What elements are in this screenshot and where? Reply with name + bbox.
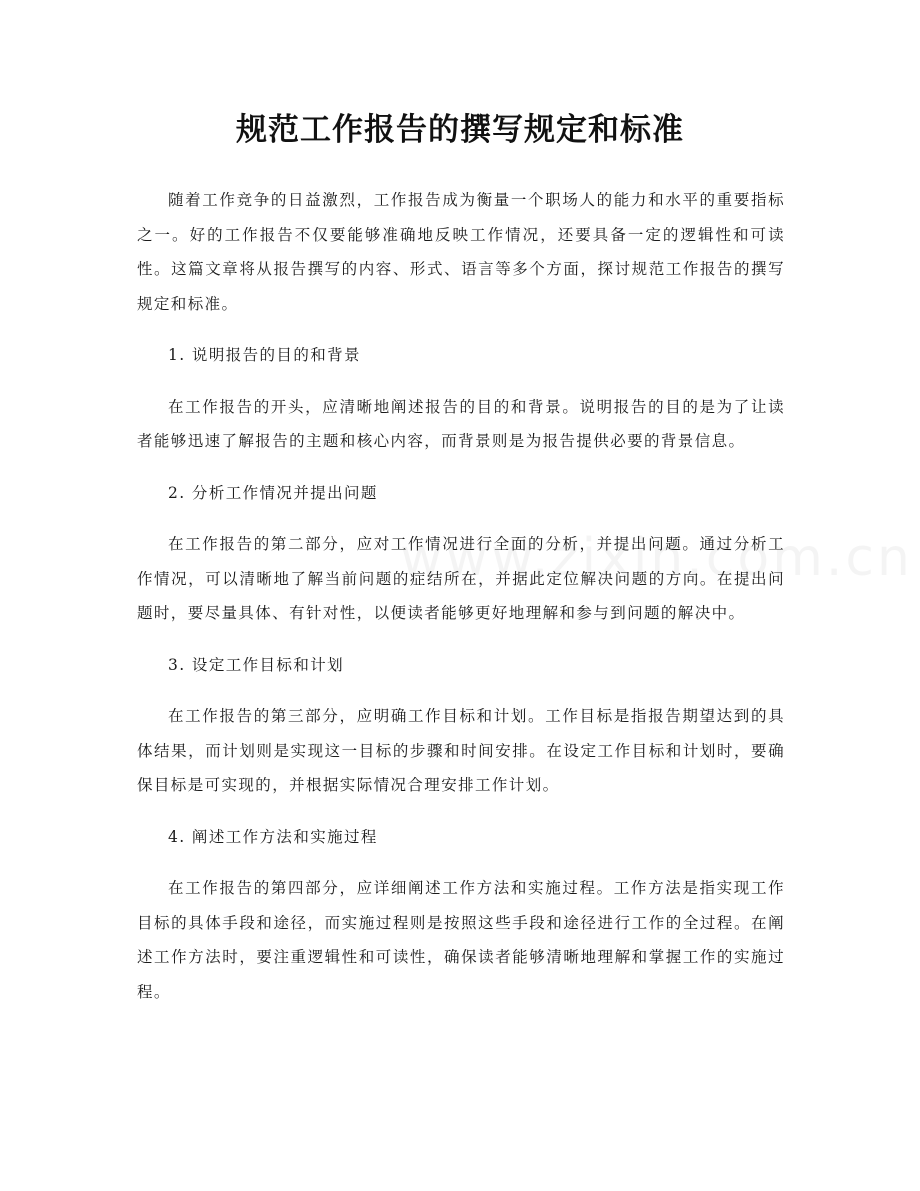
section-paragraph-4: 在工作报告的第四部分，应详细阐述工作方法和实施过程。工作方法是指实现工作目标的具体手段和途径，而实施过程则是按照这些手段和途径进行工作的全过程。在阐述工作方法时，要注重逻辑性和可读性，确保读者能够清晰地理解和掌握工作的实施过程。: [137, 879, 785, 1001]
section-heading-4: 4. 阐述工作方法和实施过程: [168, 827, 378, 846]
section-heading-1: 1. 说明报告的目的和背景: [168, 346, 361, 364]
section-heading-3: 3. 设定工作目标和计划: [168, 655, 345, 674]
section-heading-2: 2. 分析工作情况并提出问题: [168, 483, 378, 502]
section-paragraph-3: 在工作报告的第三部分，应明确工作目标和计划。工作目标是指报告期望达到的具体结果，而计划则是实现这一目标的步骤和时间安排。在设定工作目标和计划时，要确保目标是可实现的，并根据实际情况合理安排工作计划。: [137, 707, 785, 794]
section-paragraph-2: 在工作报告的第二部分，应对工作情况进行全面的分析，并提出问题。通过分析工作情况，可以清晰地了解当前问题的症结所在，并据此定位解决问题的方向。在提出问题时，要尽量具体、有针对性，以便读者能够更好地理解和参与到问题的解决中。: [137, 535, 785, 622]
document-body: [137, 183, 785, 1026]
intro-paragraph: 随着工作竞争的日益激烈，工作报告成为衡量一个职场人的能力和水平的重要指标之一。好的工作报告不仅要能够准确地反映工作情况，还要具备一定的逻辑性和可读性。这篇文章将从报告撰写的内容、形式、语言等多个方面，探讨规范工作报告的撰写规定和标准。: [137, 191, 785, 313]
section-paragraph-1: 在工作报告的开头，应清晰地阐述报告的目的和背景。说明报告的目的是为了让读者能够迅速了解报告的主题和核心内容，而背景则是为报告提供必要的背景信息。: [137, 397, 785, 450]
page-title: 规范工作报告的撰写规定和标准: [236, 112, 684, 148]
